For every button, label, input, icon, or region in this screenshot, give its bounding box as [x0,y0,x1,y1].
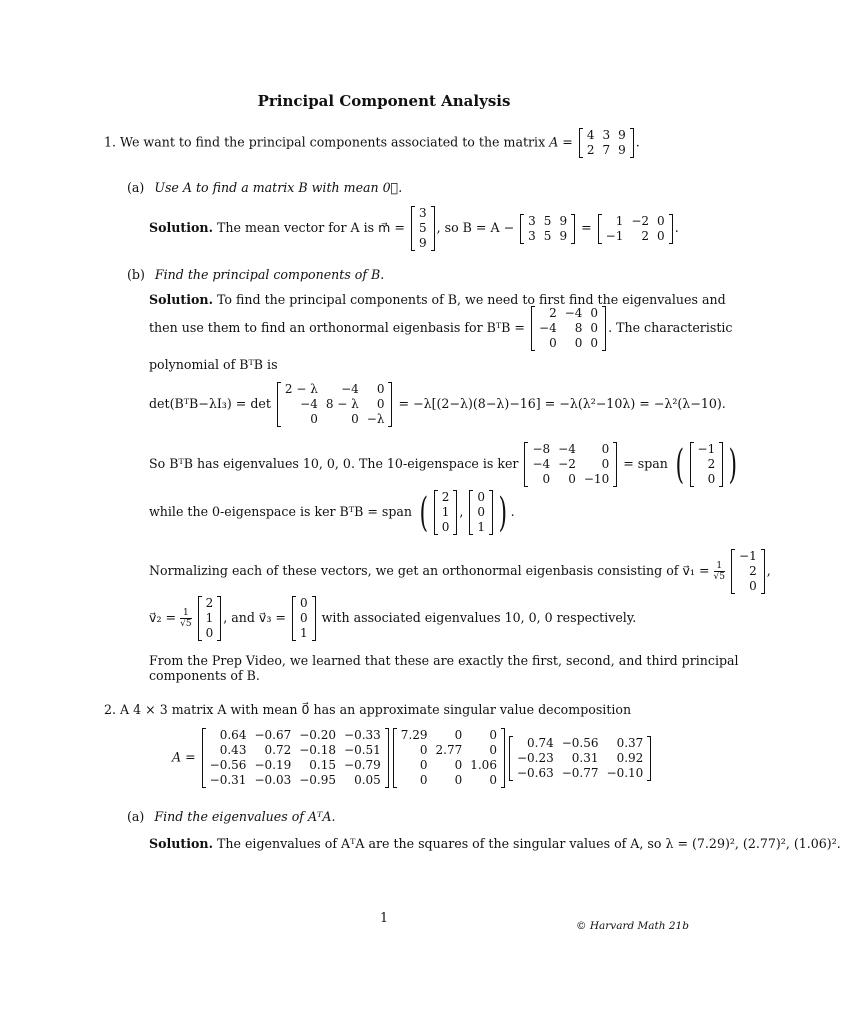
matrix-cell: 0 [376,382,385,396]
matrix-cell: −4 [539,321,557,335]
matrix-cell: 0 [657,228,665,243]
matrix-cell: −1 [739,549,757,563]
matrix-cell: 0 [419,758,428,772]
matrix-cell: 0 [205,626,214,640]
matrix-cell: 0 [590,321,599,335]
matrix-cell: −0.63 [516,765,554,780]
matrix-cell: −0.67 [254,728,292,742]
matrix-cell: 7.29 [400,728,428,742]
det-matrix [277,382,393,427]
ker-matrix [524,442,617,487]
matrix-cell: −0.33 [344,728,381,742]
matrix-cell: 0.74 [527,735,554,750]
matrix-cell: 0.05 [354,773,381,787]
matrix-cell: −1 [605,228,624,243]
matrix-cell: 2 [205,596,214,610]
normalizing-line: Normalizing each of these vectors, we get an orthonormal eigenbasis consisting of v⃗₁ = $\frac{1}{√5}$ −1 2 0 , [149,549,771,593]
matrix-cell: −4 [532,457,551,471]
problem-2-statement: 2. A 4 × 3 matrix A with mean 0⃗ has an approximate singular value decomposition [104,702,632,717]
problem-1a-solution: Solution. The mean vector for A is m⃗ = 3 5 9 , so B = A − 3 5 9 3 5 9 = 1 −2 0 −1 2 0 . [149,206,679,250]
matrix-cell: 0 [454,773,463,787]
matrix-cell: −0.56 [209,758,247,772]
matrix-cell: 0.31 [571,750,599,765]
matrix-cell: 0 [601,442,610,456]
matrix-cell: −0.79 [344,758,381,772]
matrix-cell: 9 [618,128,626,142]
matrix-cell: −λ [366,412,385,426]
matrix-cell: 9 [618,143,626,157]
matrix-cell: 4 [586,128,595,142]
matrix-cell: 0 [454,728,463,742]
matrix-cell: 5 [543,213,552,228]
matrix-cell: 8 − λ [325,397,359,411]
matrix-cell: 0 [489,743,497,757]
matrix-cell: −0.03 [254,773,292,787]
matrix-cell: 1 [477,520,485,534]
matrix-cell: −10 [583,472,610,486]
problem-2a-solution: Solution. The eigenvalues of AᵀA are the squares of the singular values of A, so λ = (7.29)², (2.77)², (1.06)². [149,836,841,851]
matrix-cell: 5 [418,221,427,235]
matrix-cell: 2.77 [435,743,463,757]
matrix-cell: 9 [559,228,568,243]
frac-1: $\frac{1}{√5}$ [713,561,726,582]
matrix-cell: 5 [543,228,552,243]
matrix-cell: 0 [441,520,450,534]
problem-2a-question: (a) Find the eigenvalues of AᵀA. [127,809,336,824]
matrix-cell: 0 [574,336,583,350]
matrix-cell: −2 [558,457,576,471]
matrix-cell: −1 [697,442,716,456]
matrix-cell: 0 [351,412,359,426]
matrix-cell: 0 [477,505,485,519]
mean-vector [411,206,435,251]
matrix-cell: 0 [590,336,599,350]
matrix-cell: 2 − λ [284,382,318,396]
matrix-cell: 0 [310,412,318,426]
matrix-cell: −4 [558,442,576,456]
matrix-cell: −0.18 [299,743,337,757]
vt-matrix [509,736,651,781]
zero-eigenspace-line: while the 0-eigenspace is ker BᵀB = span ( 2 1 0 , 0 0 1 ) . [149,489,515,536]
matrix-cell: 0 [549,336,557,350]
btb-matrix [531,306,606,351]
matrix-cell: −0.23 [516,750,554,765]
matrix-cell: −0.19 [254,758,292,772]
matrix-cell: 7 [602,143,611,157]
problem-1-statement: 1. We want to find the principal components associated to the matrix A = 4 3 9 2 7 9 . [104,128,640,157]
matrix-cell: 3 [602,128,611,142]
matrix-b [598,214,673,244]
matrix-cell: −4 [341,382,359,396]
matrix-cell: 0.64 [219,728,247,742]
matrix-cell: 0.15 [309,758,337,772]
matrix-cell: 0 [489,728,497,742]
matrix-cell: 1 [299,626,308,640]
matrix-cell: 2 [441,490,450,504]
matrix-cell: 1 [205,611,214,625]
matrix-cell: −8 [532,442,551,456]
matrix-cell: 2 [641,228,650,243]
matrix-cell: 0 [657,213,665,228]
matrix-cell: −0.77 [561,765,599,780]
matrix-cell: 1.06 [470,758,497,772]
matrix-cell: −2 [631,213,650,228]
matrix-cell: −0.56 [561,735,599,750]
eigvec-0a [434,490,458,535]
matrix-a [579,128,634,158]
matrix-cell: 2 [586,143,595,157]
v3-vector [292,596,316,641]
eigenvalue-line: So BᵀB has eigenvalues 10, 0, 0. The 10-eigenspace is ker −8 −4 0 −4 −2 0 0 0 −10 = span ( −1 2 0 ) [149,441,738,488]
v2-vector [198,596,222,641]
matrix-cell: 0.43 [219,743,247,757]
matrix-cell: 0.72 [264,743,292,757]
matrix-cell: 2 [549,306,557,320]
prep-video-line2: components of B. [149,668,260,683]
v2-v3-line: v⃗₂ = $\frac{1}{√5}$ 2 1 0 , and v⃗₃ = 0 0 1 with associated eigenvalues 10, 0, 0 respectively. [149,596,637,640]
matrix-cell: 1 [615,213,624,228]
frac-2: $\frac{1}{√5}$ [180,608,192,629]
matrix-cell: 0 [299,596,308,610]
matrix-cell: 0 [542,472,551,486]
matrix-cell: 2 [749,564,757,578]
v1-vector [731,549,765,594]
matrix-cell: 9 [559,213,568,228]
matrix-cell: −4 [300,397,318,411]
matrix-cell: 3 [528,213,536,228]
matrix-cell: 1 [441,505,450,519]
problem-1b-line1: Solution. To find the principal components of B, we need to first find the eigenvalues and [149,292,726,307]
copyright-footer: © Harvard Math 21b [576,920,689,932]
problem-1b-question: (b) Find the principal components of B. [127,267,385,282]
matrix-cell: −0.20 [299,728,337,742]
matrix-cell: 0 [707,472,716,486]
svd-equation: A = 0.64 −0.67 −0.20 −0.33 0.43 0.72 −0.18 −0.51 −0.56 −0.19 0.15 −0.79 −0.31 −0.03 −0.95 0.05 7.29 0 0 0 2.77 0 0 0 1.06 0 0 0 0.74 −0.56 0.37 −0.23 0.31 0.92 −0.63 −0.77 −0.10 [172,728,653,788]
det-equation: det(BᵀB−λI₃) = det 2 − λ −4 0 −4 8 − λ 0 0 0 −λ = −λ[(2−λ)(8−λ)−16] = −λ(λ²−10λ) = −λ²(λ−10). [149,382,726,426]
matrix-cell: −0.10 [606,765,644,780]
matrix-cell: 0 [299,611,308,625]
matrix-cell: 0 [601,457,610,471]
sigma-matrix [393,728,505,788]
matrix-cell: 0 [419,773,428,787]
matrix-cell: −0.95 [299,773,337,787]
matrix-cell: 0 [749,579,757,593]
matrix-cell: 0 [489,773,497,787]
eigvec-10 [690,442,724,487]
mean-rows-matrix [520,214,575,244]
matrix-cell: 0 [477,490,485,504]
problem-1a-question: (a) Use A to find a matrix B with mean 0⃗. [127,180,403,195]
matrix-cell: −0.31 [209,773,247,787]
matrix-cell: −0.51 [344,743,381,757]
page-title: Principal Component Analysis [257,92,511,110]
problem-1b-line3: polynomial of BᵀB is [149,357,278,372]
eigvec-0b [469,490,493,535]
u-matrix [202,728,389,788]
matrix-cell: 0 [568,472,576,486]
matrix-cell: 0 [419,743,428,757]
matrix-cell: 0.37 [616,735,644,750]
matrix-cell: 0 [376,397,385,411]
matrix-cell: 9 [418,236,427,250]
problem-1b-line2: then use them to find an orthonormal eigenbasis for BᵀB = 2 −4 0 −4 8 0 0 0 0 . The characteristic [149,306,733,350]
matrix-cell: −4 [564,306,583,320]
matrix-cell: 2 [707,457,716,471]
prep-video-line1: From the Prep Video, we learned that these are exactly the first, second, and third principal [149,653,739,668]
matrix-cell: 3 [418,206,427,220]
matrix-cell: 0.92 [616,750,644,765]
page-number: 1 [379,910,388,925]
matrix-cell: 8 [574,321,583,335]
matrix-cell: 3 [528,228,536,243]
matrix-cell: 0 [454,758,463,772]
matrix-cell: 0 [590,306,599,320]
